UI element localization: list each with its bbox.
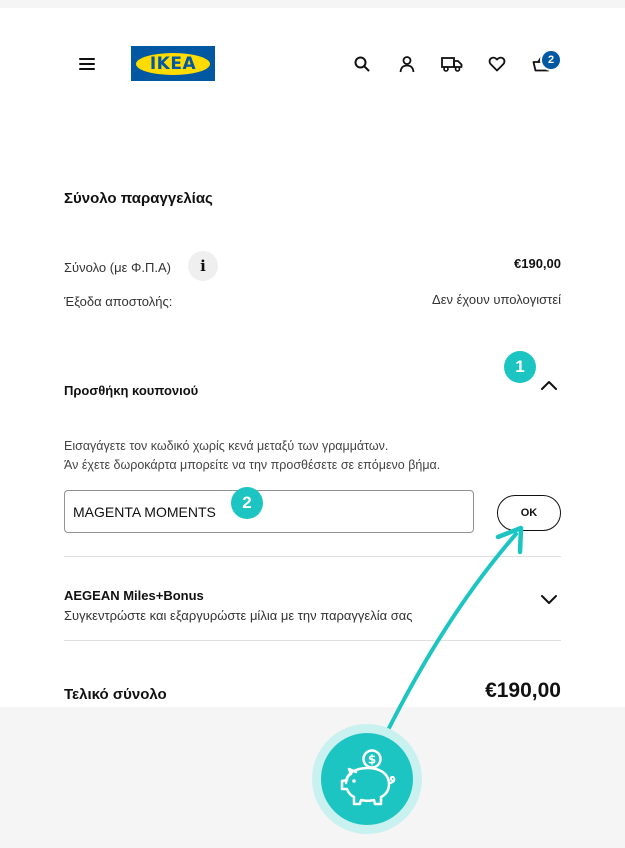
piggy-bank-coin-icon [332, 747, 402, 811]
step-2-marker: 2 [231, 487, 263, 519]
coupon-code-input[interactable] [64, 490, 474, 533]
truck-icon[interactable] [440, 52, 464, 76]
aegean-title[interactable]: AEGEAN Miles+Bonus [64, 588, 204, 603]
order-summary-title: Σύνολο παραγγελίας [64, 190, 213, 207]
shipping-label: Έξοδα αποστολής: [64, 294, 173, 309]
user-icon[interactable] [395, 52, 419, 76]
chevron-up-icon[interactable] [539, 378, 559, 392]
ikea-logo[interactable] [131, 46, 215, 81]
aegean-subtitle: Συγκεντρώστε και εξαργυρώστε μίλια με την παραγγελία σας [64, 608, 413, 623]
coupon-hint [64, 437, 440, 475]
piggy-bank-badge [312, 724, 422, 834]
divider [64, 640, 561, 641]
coupon-hint-line-2: Άν έχετε δωροκάρτα μπορείτε να την προσθέσετε σε επόμενο βήμα. [64, 458, 441, 472]
grand-total-label: Τελικό σύνολο [64, 686, 167, 703]
add-coupon-title[interactable]: Προσθήκη κουπονιού [64, 383, 199, 398]
vat-info-button[interactable]: i [188, 251, 218, 281]
search-icon[interactable] [350, 52, 374, 76]
subtotal-label: Σύνολο (με Φ.Π.Α) [64, 260, 171, 275]
grand-total-value: €190,00 [485, 679, 561, 702]
divider [64, 556, 561, 557]
chevron-down-icon[interactable] [539, 592, 559, 606]
apply-coupon-button[interactable]: OK [497, 495, 561, 531]
logo-text: IKEA [136, 53, 210, 75]
coupon-hint-line-1: Εισαγάγετε τον κωδικό χωρίς κενά μεταξύ των γραμμάτων. [64, 439, 389, 453]
piggy-bank-disc [321, 733, 413, 825]
svg-text:$: $ [367, 752, 377, 767]
menu-icon[interactable] [79, 57, 95, 71]
subtotal-value: €190,00 [514, 256, 561, 271]
heart-icon[interactable] [485, 52, 509, 76]
step-1-marker: 1 [504, 351, 536, 383]
shipping-value: Δεν έχουν υπολογιστεί [432, 292, 561, 307]
cart-count-badge: 2 [542, 51, 560, 69]
site-header [0, 8, 625, 118]
